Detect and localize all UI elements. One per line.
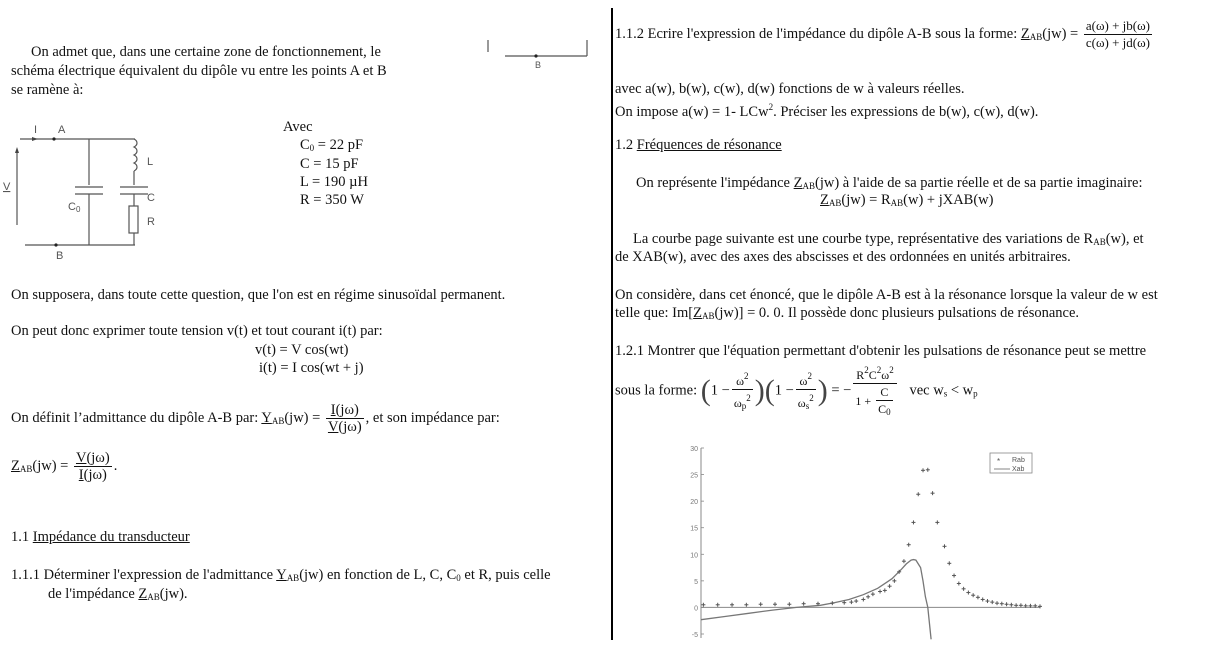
column-divider xyxy=(611,8,613,640)
xab-series-line xyxy=(701,560,931,640)
rab-point xyxy=(773,602,777,606)
svg-text:*: * xyxy=(997,457,1001,466)
rab-point xyxy=(730,603,734,607)
considere-text: On considère, dans cet énoncé, que le dipôle A-B est à la résonance lorsque la valeur de w est xyxy=(615,287,1158,303)
label-node-a: A xyxy=(58,124,66,136)
rab-point xyxy=(931,491,935,495)
rab-point xyxy=(976,595,980,599)
rab-point xyxy=(907,543,911,547)
impose-text: On impose a(w) = 1- LCw$^2$. Préciser les expressions de b(w), c(w), d(w). xyxy=(615,102,1039,120)
rab-point xyxy=(787,602,791,606)
rab-point xyxy=(866,595,870,599)
rab-point xyxy=(716,603,720,607)
value-l: L = 190 µH xyxy=(300,174,368,190)
label-voltage: V xyxy=(3,181,11,193)
rab-point xyxy=(990,600,994,604)
chart-legend xyxy=(990,453,1032,473)
rab-point xyxy=(916,492,920,496)
courbe-text: La courbe page suivante est une courbe type, représentative des variations de $R_{AB}(w)$, et xyxy=(633,231,1144,247)
diagram-fragment xyxy=(480,36,600,72)
legend-rab: Rab xyxy=(1012,457,1025,464)
label-c0: C0 xyxy=(68,201,81,214)
rab-point xyxy=(1014,603,1018,607)
section-1-1-heading: 1.1 Impédance du transducteur xyxy=(11,529,190,545)
regime-text: On supposera, dans toute cette question, que l'on est en régime sinusoïdal permanent. xyxy=(11,287,506,303)
rab-point xyxy=(926,468,930,472)
avec-text: avec a(w), b(w), c(w), d(w) fonctions de w à valeurs réelles. xyxy=(615,81,965,97)
y-tick-label: 30 xyxy=(690,446,698,453)
question-1-1-2: 1.1.2 Ecrire l'expression de l'impédance du dipôle A-B sous la forme: $Z_{AB}(jw)$ = $\frac{a(\omega) + jb(\omega)}{c(\omega) + jd(\omega)}$ xyxy=(615,18,1151,51)
rab-point xyxy=(943,544,947,548)
y-tick-label: 5 xyxy=(694,578,698,586)
rab-point xyxy=(971,593,975,597)
courbe-text-line2: de XAB(w), avec des axes des abscisses et des ordonnées en unités arbitraires. xyxy=(615,249,1071,265)
rab-point xyxy=(1009,603,1013,607)
y-tick-label: 25 xyxy=(690,472,698,480)
equation-z: $Z_{AB}(jw) = R_{AB}(w)$ + jXAB(w) xyxy=(820,192,994,208)
rab-point xyxy=(1005,602,1009,606)
question-1-2-1: 1.2.1 Montrer que l'équation permettant d'obtenir les pulsations de résonance peut se mettre xyxy=(615,343,1147,359)
rab-point xyxy=(878,589,882,593)
rab-point xyxy=(888,584,892,588)
circuit-diagram xyxy=(0,115,200,265)
rab-point xyxy=(966,591,970,595)
impedance-chart xyxy=(670,440,1050,648)
y-tick-label: 10 xyxy=(690,552,698,560)
y-tick-label: -5 xyxy=(691,632,698,639)
intro-line-3: se ramène à: xyxy=(11,82,84,98)
rab-point xyxy=(802,602,806,606)
label-node-b: B xyxy=(56,250,64,262)
considere-text-line2: telle que: $Im[Z_{AB}(jw)] = 0$. 0. Il possède donc plusieurs pulsations de résonance. xyxy=(615,305,1080,321)
rab-point xyxy=(957,582,961,586)
question-1-1-1-line2: de l'impédance $Z_{AB}(jw)$. xyxy=(48,586,188,602)
label-l: L xyxy=(147,156,154,168)
rab-point xyxy=(962,587,966,591)
equation-i: i(t) = I cos(wt + j) xyxy=(259,360,364,376)
rab-point xyxy=(985,599,989,603)
value-r: R = 350 W xyxy=(300,192,364,208)
rab-point xyxy=(921,468,925,472)
current-arrow-icon xyxy=(32,137,38,141)
section-1-2-heading: 1.2 Fréquences de résonance xyxy=(615,137,782,153)
rab-point xyxy=(995,601,999,605)
legend-xab: Xab xyxy=(1012,466,1025,473)
rab-point xyxy=(883,588,887,592)
rab-point xyxy=(744,603,748,607)
resonance-equation: sous la forme: (1 − $\frac{\omega^2}{\omega_p^2}$ )(1 − $\frac{\omega^2}{\omega_s^2}$ ) = − $R^2C^2\omega^2$ 1 + $\frac{C}{C_0}$ vec $w_s < w_p$ xyxy=(615,362,978,420)
rab-point xyxy=(892,579,896,583)
rab-point xyxy=(952,574,956,578)
intro-line-1: On admet que, dans une certaine zone de fonctionnement, le xyxy=(31,44,381,60)
represente-text: On représente l'impédance $Z_{AB}(jw)$ à l'aide de sa partie réelle et de sa partie imaginaire: xyxy=(636,175,1143,191)
rab-point xyxy=(701,603,705,607)
impedance-definition: $Z_{AB}(jw)$ = $\frac{V(j\omega)}{I(j\omega)}$ . xyxy=(11,450,118,484)
rab-point xyxy=(911,520,915,524)
rab-point xyxy=(981,597,985,601)
rab-point xyxy=(861,597,865,601)
y-tick-label: 0 xyxy=(694,605,698,613)
rab-point xyxy=(849,600,853,604)
equation-v: v(t) = V cos(wt) xyxy=(255,342,349,358)
label-current: I xyxy=(34,124,38,136)
admittance-definition: On définit l’admittance du dipôle A-B par: $Y_{AB}(jw)$ = $\frac{I(j\omega)}{V(j\omega)}$ , et son impédance par: xyxy=(11,402,500,436)
rab-point xyxy=(1019,603,1023,607)
rab-point xyxy=(902,559,906,563)
value-c0: $C_0 = 22$ pF xyxy=(300,137,364,153)
values-title: Avec xyxy=(283,119,313,135)
intro-line-2: schéma électrique équivalent du dipôle vu entre les points A et B xyxy=(11,63,387,79)
rab-point xyxy=(830,601,834,605)
label-r: R xyxy=(147,216,155,228)
y-tick-label: 20 xyxy=(690,499,698,507)
rab-point xyxy=(759,602,763,606)
rab-point xyxy=(871,592,875,596)
voltage-arrow-icon xyxy=(15,147,19,153)
fragment-label-b: B xyxy=(535,60,542,70)
rab-point xyxy=(935,520,939,524)
rab-point xyxy=(854,599,858,603)
value-c: C = 15 pF xyxy=(300,156,359,172)
express-text: On peut donc exprimer toute tension v(t) et tout courant i(t) par: xyxy=(11,323,383,339)
rab-point xyxy=(947,561,951,565)
rab-point xyxy=(1000,602,1004,606)
y-tick-label: 15 xyxy=(690,525,698,533)
question-1-1-1: 1.1.1 Déterminer l'expression de l'admittance $Y_{AB}(jw)$ en fonction de L, C, $C_0$ et R, puis celle xyxy=(11,567,551,583)
label-c: C xyxy=(147,192,155,204)
